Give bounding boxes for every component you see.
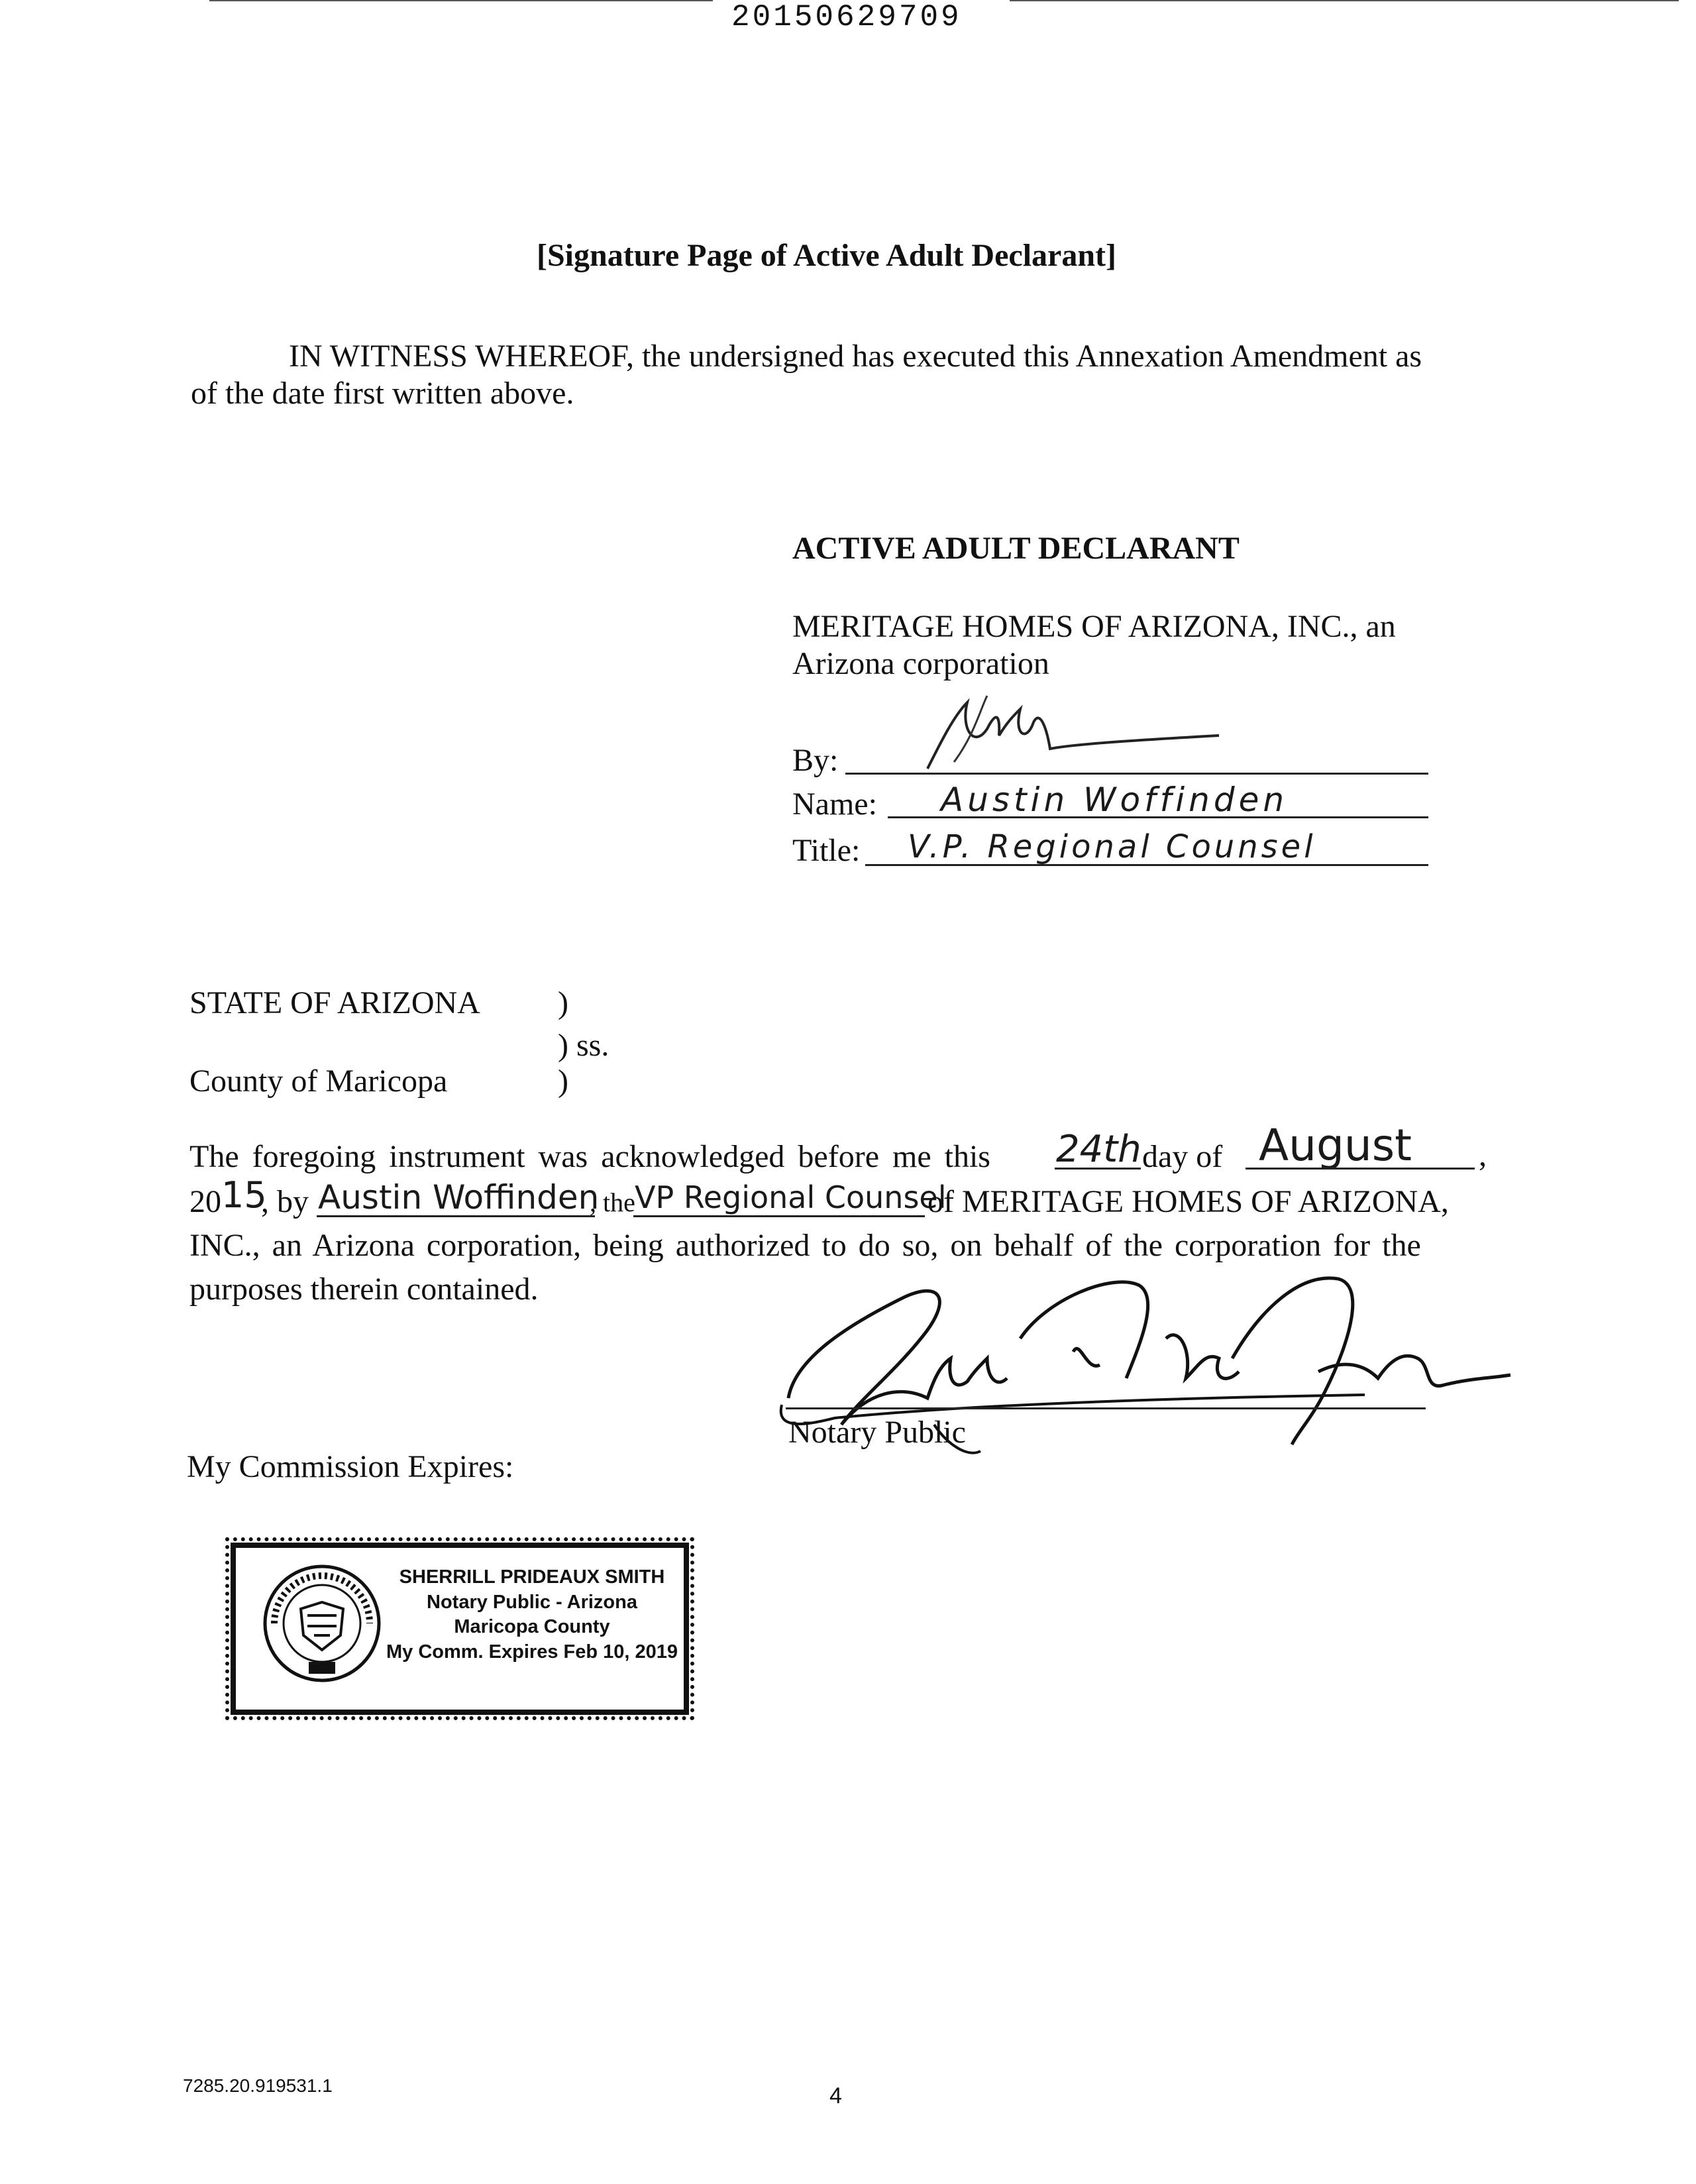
- venue-paren-open: ): [558, 985, 568, 1020]
- page-title: [Signature Page of Active Adult Declarant]: [537, 238, 1116, 273]
- by-label: By:: [792, 743, 839, 778]
- state-label: STATE OF ARIZONA: [189, 985, 480, 1020]
- ack-person-line: [317, 1215, 595, 1217]
- county-label: County of Maricopa: [189, 1064, 448, 1099]
- ack-line-4: purposes therein contained.: [189, 1272, 539, 1307]
- recording-number: 20150629709: [731, 0, 962, 34]
- venue-ss: ) ss.: [558, 1028, 610, 1063]
- stamp-county: Maricopa County: [454, 1616, 610, 1638]
- ack-role-line: [633, 1215, 925, 1217]
- company-line-2: Arizona corporation: [792, 646, 1049, 681]
- declarant-heading: ACTIVE ADULT DECLARANT: [792, 531, 1240, 566]
- ack-role-handwritten: VP Regional Counsel: [635, 1179, 947, 1215]
- ack-line-1-start: The foregoing instrument was acknowledged before me this: [189, 1139, 990, 1174]
- scan-line-right: [1010, 0, 1679, 1]
- notary-signature-line: [786, 1407, 1426, 1409]
- company-line-1: MERITAGE HOMES OF ARIZONA, INC., an: [792, 609, 1396, 644]
- notary-label: Notary Public: [788, 1415, 966, 1450]
- witness-paragraph-line-2: of the date first written above.: [191, 376, 574, 411]
- page-number: 4: [829, 2083, 842, 2108]
- ack-year-prefix: 20: [189, 1184, 221, 1219]
- document-code: 7285.20.919531.1: [183, 2075, 333, 2096]
- stamp-notary-name: SHERRILL PRIDEAUX SMITH: [399, 1566, 665, 1588]
- witness-paragraph-line-1: IN WITNESS WHEREOF, the undersigned has executed this Annexation Amendment as: [289, 339, 1422, 374]
- ack-line-3: INC., an Arizona corporation, being authorized to do so, on behalf of the corporation for the: [189, 1228, 1421, 1263]
- stamp-notary-title: Notary Public - Arizona: [427, 1591, 637, 1613]
- ack-day-of: day of: [1142, 1139, 1223, 1174]
- notary-stamp: [231, 1543, 689, 1715]
- stamp-expiration: My Comm. Expires Feb 10, 2019: [386, 1641, 678, 1663]
- commission-label: My Commission Expires:: [187, 1449, 514, 1484]
- state-seal-icon: [261, 1562, 383, 1684]
- title-handwritten: V.P. Regional Counsel: [908, 828, 1316, 865]
- stamp-text: [376, 1565, 688, 1665]
- ack-person-handwritten: Austin Woffinden: [318, 1178, 600, 1217]
- ack-month-comma: ,: [1479, 1138, 1487, 1173]
- name-handwritten: Austin Woffinden: [941, 781, 1289, 819]
- ack-year-handwritten: 15: [221, 1174, 267, 1216]
- ack-day-line: [1055, 1168, 1141, 1170]
- ack-month-handwritten: August: [1259, 1120, 1412, 1171]
- scan-line-left: [209, 0, 713, 1]
- name-label: Name:: [792, 787, 877, 822]
- ack-by: , by: [261, 1184, 309, 1219]
- ack-the: , the: [590, 1187, 635, 1217]
- ack-day-handwritten: 24th: [1056, 1128, 1141, 1171]
- ack-month-line: [1246, 1168, 1475, 1170]
- declarant-signature-icon: [914, 689, 1232, 775]
- venue-paren-close: ): [558, 1064, 568, 1099]
- title-label: Title:: [792, 833, 861, 868]
- ack-line-2-end: of MERITAGE HOMES OF ARIZONA,: [928, 1184, 1449, 1219]
